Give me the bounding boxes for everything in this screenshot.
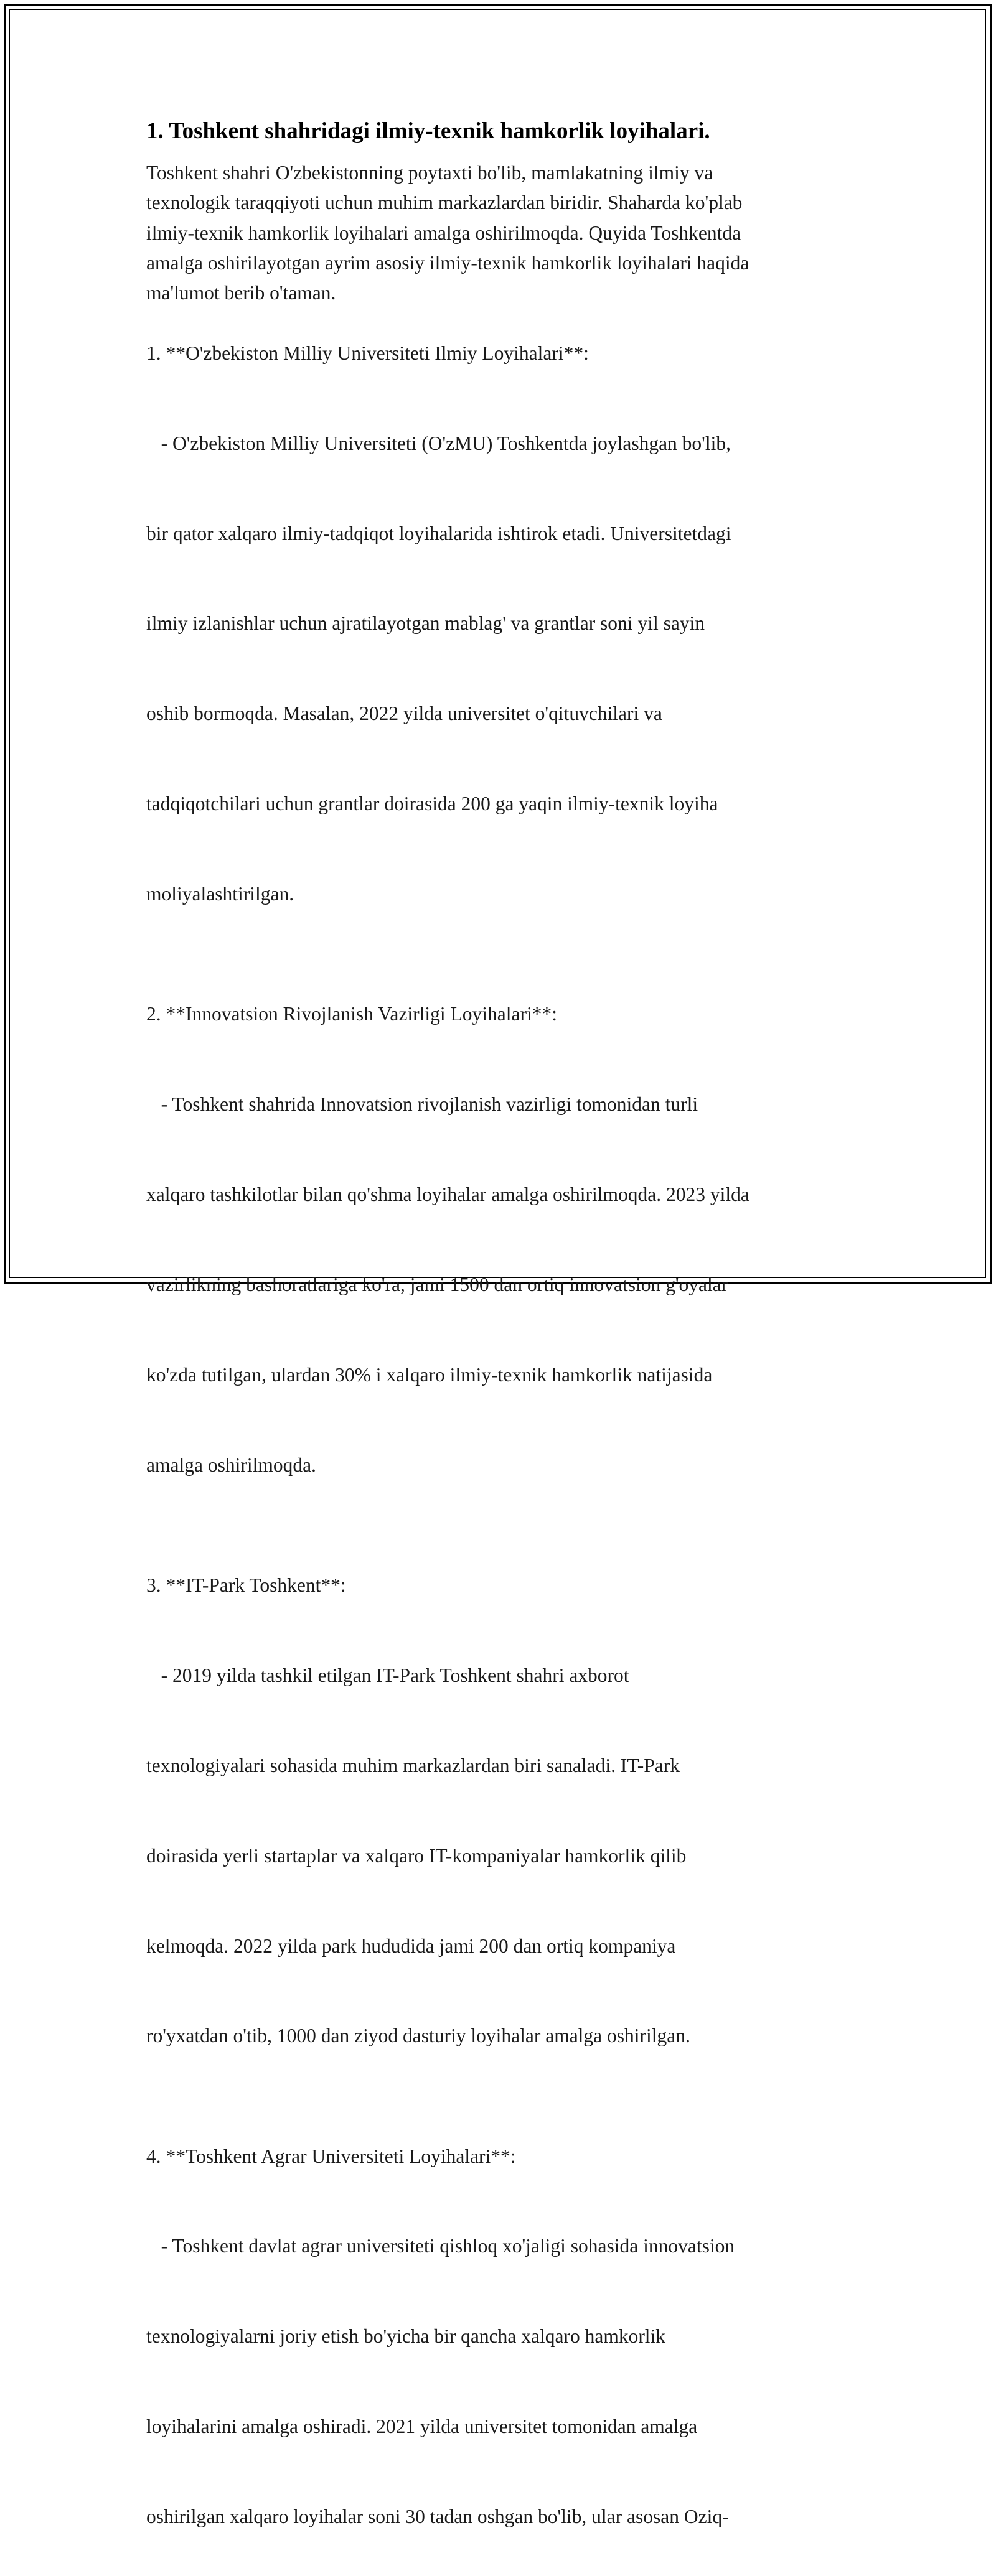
project-item-2 [146,999,850,1540]
project-line: ilmiy izlanishlar uchun ajratilayotgan mablag' va grantlar soni yil sayin [146,612,705,635]
project-line: ro'yxatdan o'tib, 1000 dan ziyod dasturiy loyihalar amalga oshirilgan. [146,2025,690,2047]
project-line: texnologiyalari sohasida muhim markazlardan biri sanaladi. IT-Park [146,1754,680,1776]
project-line: tadqiqotchilari uchun grantlar doirasida 200 ga yaqin ilmiy-texnik loyiha [146,793,718,815]
project-title: 4. **Toshkent Agrar Universiteti Loyihalari**: [146,2145,516,2167]
project-line: loyihalarini amalga oshiradi. 2021 yilda universitet tomonidan amalga [146,2415,698,2438]
blank-line [146,1541,850,1570]
intro-line: ma'lumot berib o'taman. [146,282,336,304]
project-line: vazirlikning bashoratlariga ko'ra, jami 1500 dan ortiq innovatsion g'oyalar [146,1273,728,1295]
project-line: amalga oshirilmoqda. [146,1454,316,1476]
blank-line [146,969,850,999]
blank-line [146,2111,850,2141]
blank-line [146,308,850,338]
project-line: oshib bormoqda. Masalan, 2022 yilda universitet o'qituvchilari va [146,702,662,725]
project-item-1 [146,338,850,969]
project-line: texnologiyalarni joriy etish bo'yicha bir qancha xalqaro hamkorlik [146,2325,666,2348]
intro-line: amalga oshirilayotgan ayrim asosiy ilmiy-texnik hamkorlik loyihalari haqida [146,251,749,274]
project-line: kelmoqda. 2022 yilda park hududida jami 200 dan ortiq kompaniya [146,1934,676,1957]
document-heading: 1. Toshkent shahridagi ilmiy-texnik hamkorlik loyihalari. [146,118,710,144]
project-title: 1. **O'zbekiston Milliy Universiteti Ilmiy Loyihalari**: [146,342,589,364]
intro-paragraph [146,158,850,308]
project-description [146,368,850,969]
project-line: - Toshkent davlat agrar universiteti qishloq xo'jaligi sohasida innovatsion [146,2235,735,2257]
intro-line: texnologik taraqqiyoti uchun muhim markazlardan biridir. Shaharda ko'plab [146,192,743,214]
project-description [146,2172,850,2576]
project-title: 2. **Innovatsion Rivojlanish Vazirligi Loyihalari**: [146,1003,557,1025]
project-title: 3. **IT-Park Toshkent**: [146,1574,346,1596]
project-line: oshirilgan xalqaro loyihalar soni 30 tadan oshgan bo'lib, ular asosan Oziq- [146,2506,729,2528]
intro-line: Toshkent shahri O'zbekistonning poytaxti bo'lib, mamlakatning ilmiy va [146,162,713,184]
project-line: - 2019 yilda tashkil etilgan IT-Park Toshkent shahri axborot [146,1664,629,1686]
project-description [146,1600,850,2111]
project-line: bir qator xalqaro ilmiy-tadqiqot loyihalarida ishtirok etadi. Universitetdagi [146,522,731,544]
project-description [146,1030,850,1541]
project-item-4 [146,2142,850,2576]
project-line: - Toshkent shahrida Innovatsion rivojlanish vazirligi tomonidan turli [146,1093,698,1116]
project-line: ko'zda tutilgan, ulardan 30% i xalqaro ilmiy-texnik hamkorlik natijasida [146,1363,713,1386]
project-item-3 [146,1570,850,2111]
project-line: xalqaro tashkilotlar bilan qo'shma loyihalar amalga oshirilmoqda. 2023 yilda [146,1183,749,1206]
project-line: doirasida yerli startaplar va xalqaro IT-kompaniyalar hamkorlik qilib [146,1844,687,1867]
project-line: - O'zbekiston Milliy Universiteti (O'zMU) Toshkentda joylashgan bo'lib, [146,432,731,454]
document-page [146,117,850,2576]
intro-line: ilmiy-texnik hamkorlik loyihalari amalga oshirilmoqda. Quyida Toshkentda [146,222,741,244]
project-line: moliyalashtirilgan. [146,883,294,905]
